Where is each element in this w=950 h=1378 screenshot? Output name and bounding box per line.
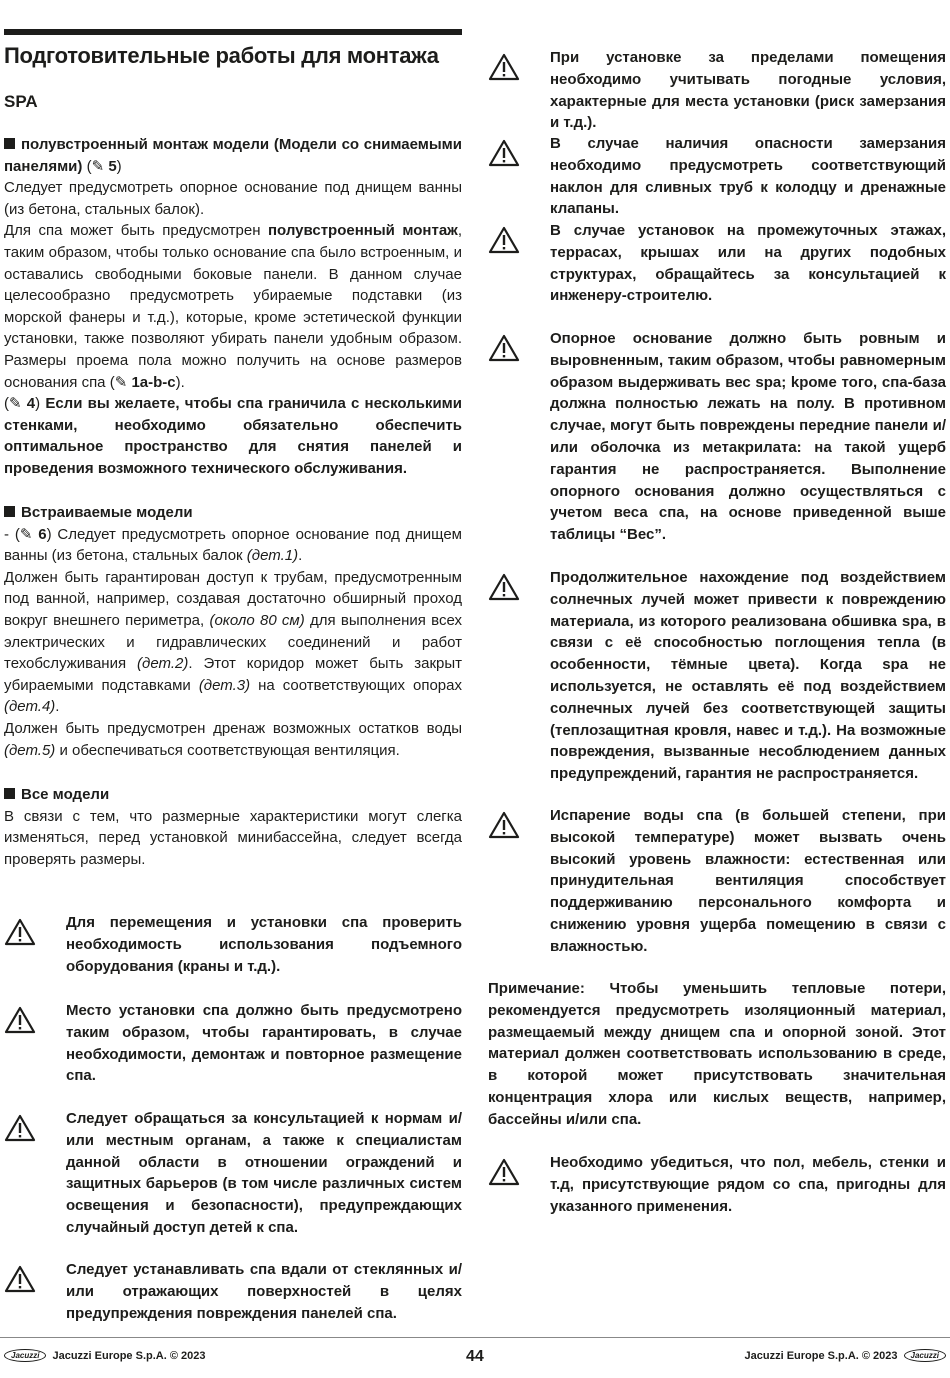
warning-block: При установке за пределами помещения необходимо учитывать погодные условия, характерные для места установки (риск замерзания и т.д.).	[488, 47, 946, 134]
page-number: 44	[466, 1348, 484, 1365]
section-all-models	[4, 784, 462, 870]
footer-copyright-left: Jacuzzi Europe S.p.A. © 2023	[52, 1350, 206, 1362]
page-subtitle: SPA	[4, 92, 38, 111]
square-bullet-icon	[4, 506, 15, 517]
pencil-icon: ✎	[114, 373, 128, 391]
paragraph: Должен быть гарантирован доступ к трубам, предусмотренным под ванной, например, создавая достаточно обширный проход вокруг внешнего периметра, (около 80 см) для выполнения всех электрических и гидравлических соединений и работ техобслуживания (дет.2). Этот коридор может быть закрыт убираемыми подставками (дет.3) на соответствующих опорах (дет.4).	[4, 568, 462, 716]
section-heading-all-models: Все модели	[4, 784, 462, 806]
footer-copyright-right: Jacuzzi Europe S.p.A. © 2023	[744, 1350, 898, 1362]
warning-block: Для перемещения и установки спа проверить необходимость использования подъемного оборудования (краны и т.д.).	[4, 912, 462, 977]
paragraph: (✎ 4) Если вы желаете, чтобы спа граничила с несколькими стенками, необходимо обязательно обеспечить оптимальное пространство для снятия панелей и проведения возможного технического обслуживания.	[4, 395, 462, 477]
page-title: Подготовительные работы для монтажа	[4, 43, 439, 68]
warning-triangle-icon	[488, 139, 520, 167]
top-rule-left	[4, 29, 462, 35]
warning-block: Место установки спа должно быть предусмотрено таким образом, чтобы гарантировать, в случае необходимости, демонтаж и повторное размещение спа.	[4, 1000, 462, 1087]
footer-right	[745, 1349, 946, 1362]
section-heading-built-in: Встраиваемые модели	[4, 502, 462, 524]
section-built-in	[4, 502, 462, 761]
paragraph: - (✎ 6) Следует предусмотреть опорное основание под днищем ванны (из бетона, стальных балок (дет.1).	[4, 525, 462, 565]
warning-block: Испарение воды спа (в большей степени, при высокой температуре) может вызвать очень высокий уровень влажности: естественная или принудительная вентиляция способствует поддерживанию персонального комфорта и снижению уровня ущерба помещению в связи с влажностью.	[488, 805, 946, 958]
paragraph: В связи с тем, что размерные характеристики могут слегка изменяться, перед установкой минибассейна, следует всегда проверять размеры.	[4, 807, 462, 868]
paragraph: Следует предусмотреть опорное основание под днищем ванны (из бетона, стальных балок).	[4, 179, 462, 218]
pencil-icon: ✎	[19, 525, 33, 543]
warning-block: Опорное основание должно быть ровным и выровненным, таким образом, чтобы равномерным образом выдерживать вес spa; kроме того, спа-база должна полностью лежать на полу. В противном случае, могут быть повреждены передние панели и/или оболочка из метакрилата: на такой ущерб гарантия не распространяется. Выполнение опорного основания должно осуществляться с учетом веса спа, на основе приведенной выше таблицы “Вес”.	[488, 328, 946, 546]
paragraph: Должен быть предусмотрен дренаж возможных остатков воды (дет.5) и обеспечиваться соответствующая вентиляция.	[4, 719, 462, 759]
pencil-icon: ✎	[91, 157, 105, 175]
warning-block: Продолжительное нахождение под воздействием солнечных лучей может привести к повреждению материала, из которого реализована обшивка spa, в связи с её способностью поглощения тепла (в особенности, тёмные цвета). Когда spa не используется, не оставлять её под воздействием солнечных лучей без соответствующей защиты (теплозащитная кровля, навес и т.д.). На возможные повреждения, вызванные несоблюдением данных предупреждений, гарантия не распространяется.	[488, 567, 946, 785]
jacuzzi-logo: Jacuzzi	[4, 1349, 46, 1362]
square-bullet-icon	[4, 788, 15, 799]
warning-triangle-icon	[4, 1265, 36, 1293]
section-heading-semi-built-in: полувстроенный монтаж модели (Модели со снимаемыми панелями) (✎ 5)	[4, 136, 462, 175]
warning-block: Следует устанавливать спа вдали от стеклянных и/или отражающих поверхностей в целях предупреждения повреждения панелей спа.	[4, 1259, 462, 1324]
warning-triangle-icon	[488, 1158, 520, 1186]
footer-divider	[0, 1337, 950, 1338]
jacuzzi-logo: Jacuzzi	[904, 1349, 946, 1362]
paragraph: Для спа может быть предусмотрен полувстроенный монтаж, таким образом, чтобы только основание спа было встроенным, и оставались свободными боковые панели. В данном случае целесообразно предусмотреть убираемые подставки (из морской фанеры и т.д.), которые, кроме эстетической функции установки, также позволяют убирать панели удобным образом. Размеры проема пола можно получить на основе размеров основания спа (✎ 1a-b-c).	[4, 222, 462, 391]
warning-triangle-icon	[488, 53, 520, 81]
warning-block: В случае установок на промежуточных этажах, террасах, крышах или на других подобных структурах, обращайтесь за консультацией к инженеру-строителю.	[488, 220, 946, 307]
warning-triangle-icon	[488, 226, 520, 254]
warning-triangle-icon	[4, 1114, 36, 1142]
section-semi-built-in	[4, 134, 462, 480]
warning-block: Следует обращаться за консультацией к нормам и/или местным органам, а также к специалистам данной области в отношении ограждений и защитных барьеров (в том числе различных систем освещения и безопасности), предупреждающих случайный доступ детей к спа.	[4, 1108, 462, 1239]
warning-block: В случае наличия опасности замерзания необходимо предусмотреть соответствующий наклон для сливных труб к колодцу и дренажные клапаны.	[488, 133, 946, 220]
warning-triangle-icon	[488, 334, 520, 362]
warning-triangle-icon	[488, 811, 520, 839]
note-paragraph: Примечание: Чтобы уменьшить тепловые потери, рекомендуется предусмотреть изоляционный материал, размещаемый между днищем спа и опорной зоной. Этот материал должен соответствовать использованию в среде, в которой может присутствовать значительная концентрация хлора или кислых веществ, например, бассейны и/или спа.	[488, 980, 946, 1128]
warning-triangle-icon	[4, 918, 36, 946]
pencil-icon: ✎	[9, 395, 22, 413]
warning-block: Необходимо убедиться, что пол, мебель, стенки и т.д, присутствующие рядом со спа, пригодны для указанного применения.	[488, 1152, 946, 1217]
footer-left	[4, 1349, 205, 1362]
square-bullet-icon	[4, 138, 15, 149]
warning-triangle-icon	[4, 1006, 36, 1034]
warning-triangle-icon	[488, 573, 520, 601]
